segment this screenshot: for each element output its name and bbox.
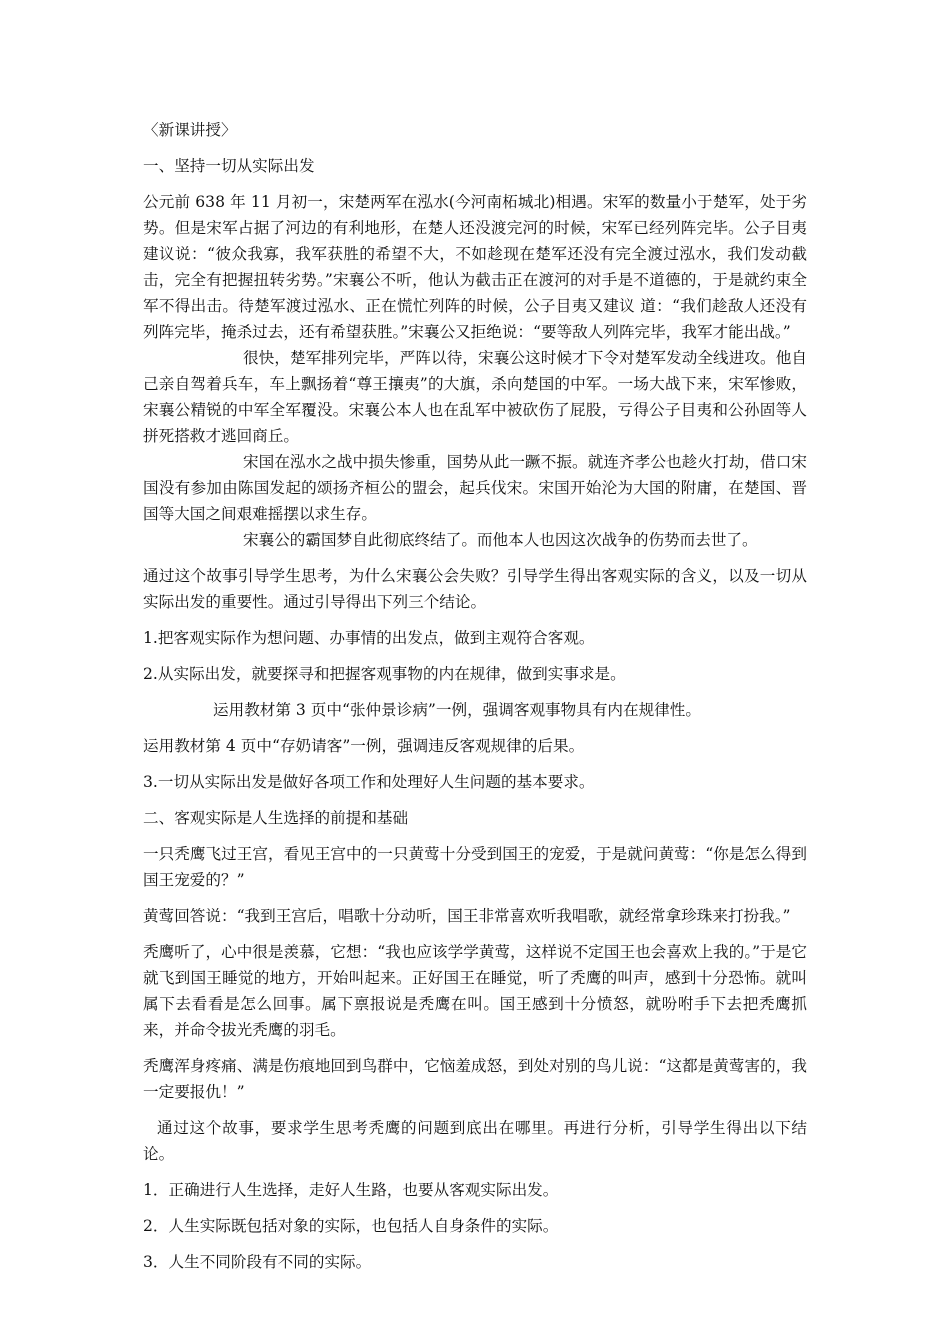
analysis1-example-2: 运用教材第 4 页中“存奶请客”一例，强调违反客观规律的后果。 xyxy=(143,737,585,755)
analysis1-intro: 通过这个故事引导学生思考，为什么宋襄公会失败？引导学生得出客观实际的含义，以及一切从实际出发的重要性。通过引导得出下列三个结论。 xyxy=(143,567,807,611)
new-lesson-heading: 〈新课讲授〉 xyxy=(143,121,237,139)
story1-paragraph-1: 公元前 638 年 11 月初一，宋楚两军在泓水(今河南柘城北)相遇。宋军的数量小于楚军，处于劣势。但是宋军占据了河边的有利地形，在楚人还没渡完河的时候，宋军已经列阵完毕。公子目夷建议说：“彼众我寡，我军获胜的希望不大，不如趁现在楚军还没有完全渡过泓水，我们发动截击，完全有把握扭转劣势。”宋襄公不听，他认为截击正在渡河的对手是不道德的，于是就约束全军不得出击。待楚军渡过泓水、正在慌忙列阵的时候，公子目夷又建议 道：“我们趁敌人还没有列阵完毕，掩杀过去，还有希望获胜。”宋襄公又拒绝说：“要等敌人列阵完毕，我军才能出战。” xyxy=(143,193,807,341)
analysis1-point-1: 1.把客观实际作为想问题、办事情的出发点，做到主观符合客观。 xyxy=(143,629,595,647)
story1-paragraph-3: 宋国在泓水之战中损失惨重，国势从此一蹶不振。就连齐孝公也趁火打劫，借口宋国没有参加由陈国发起的颂扬齐桓公的盟会，起兵伐宋。宋国开始沦为大国的附庸，在楚国、晋国等大国之间艰难摇摆以求生存。 xyxy=(143,453,807,523)
story2-paragraph-1: 一只秃鹰飞过王宫，看见王宫中的一只黄莺十分受到国王的宠爱，于是就问黄莺：“你是怎么得到国王宠爱的？” xyxy=(143,845,807,889)
analysis2-point-2: 2．人生实际既包括对象的实际，也包括人自身条件的实际。 xyxy=(143,1217,559,1235)
analysis1-point-2: 2.从实际出发，就要探寻和把握客观事物的内在规律，做到实事求是。 xyxy=(143,665,626,683)
document-body xyxy=(143,117,807,1285)
analysis2-point-1: 1．正确进行人生选择，走好人生路，也要从客观实际出发。 xyxy=(143,1181,559,1199)
story1-paragraph-4: 宋襄公的霸国梦自此彻底终结了。而他本人也因这次战争的伤势而去世了。 xyxy=(243,531,758,549)
story2-paragraph-3: 秃鹰听了，心中很是羡慕，它想：“我也应该学学黄莺，这样说不定国王也会喜欢上我的。”于是它就飞到国王睡觉的地方，开始叫起来。正好国王在睡觉，听了秃鹰的叫声，感到十分恐怖。就叫属下去看看是怎么回事。属下禀报说是秃鹰在叫。国王感到十分愤怒，就吩咐手下去把秃鹰抓来，并命令拔光秃鹰的羽毛。 xyxy=(143,943,807,1039)
analysis2-intro: 通过这个故事，要求学生思考秃鹰的问题到底出在哪里。再进行分析，引导学生得出以下结论。 xyxy=(143,1119,807,1163)
analysis2-point-3: 3．人生不同阶段有不同的实际。 xyxy=(143,1253,372,1271)
section1-title: 一、坚持一切从实际出发 xyxy=(143,157,315,175)
analysis1-point-3: 3.一切从实际出发是做好各项工作和处理好人生问题的基本要求。 xyxy=(143,773,595,791)
story1-paragraph-2: 很快，楚军排列完毕，严阵以待，宋襄公这时候才下令对楚军发动全线进攻。他自己亲自驾着兵车，车上飘扬着“尊王攘夷”的大旗，杀向楚国的中军。一场大战下来，宋军惨败，宋襄公精锐的中军全军覆没。宋襄公本人也在乱军中被砍伤了屁股，亏得公子目夷和公孙固等人拼死搭救才逃回商丘。 xyxy=(143,349,807,445)
analysis1-example-1: 运用教材第 3 页中“张仲景诊病”一例，强调客观事物具有内在规律性。 xyxy=(213,701,701,719)
section2-title: 二、客观实际是人生选择的前提和基础 xyxy=(143,809,409,827)
story2-paragraph-4: 秃鹰浑身疼痛、满是伤痕地回到鸟群中，它恼羞成怒，到处对别的鸟儿说：“这都是黄莺害的，我一定要报仇！” xyxy=(143,1057,807,1101)
story2-paragraph-2: 黄莺回答说：“我到王宫后，唱歌十分动听，国王非常喜欢听我唱歌，就经常拿珍珠来打扮我。” xyxy=(143,907,791,925)
